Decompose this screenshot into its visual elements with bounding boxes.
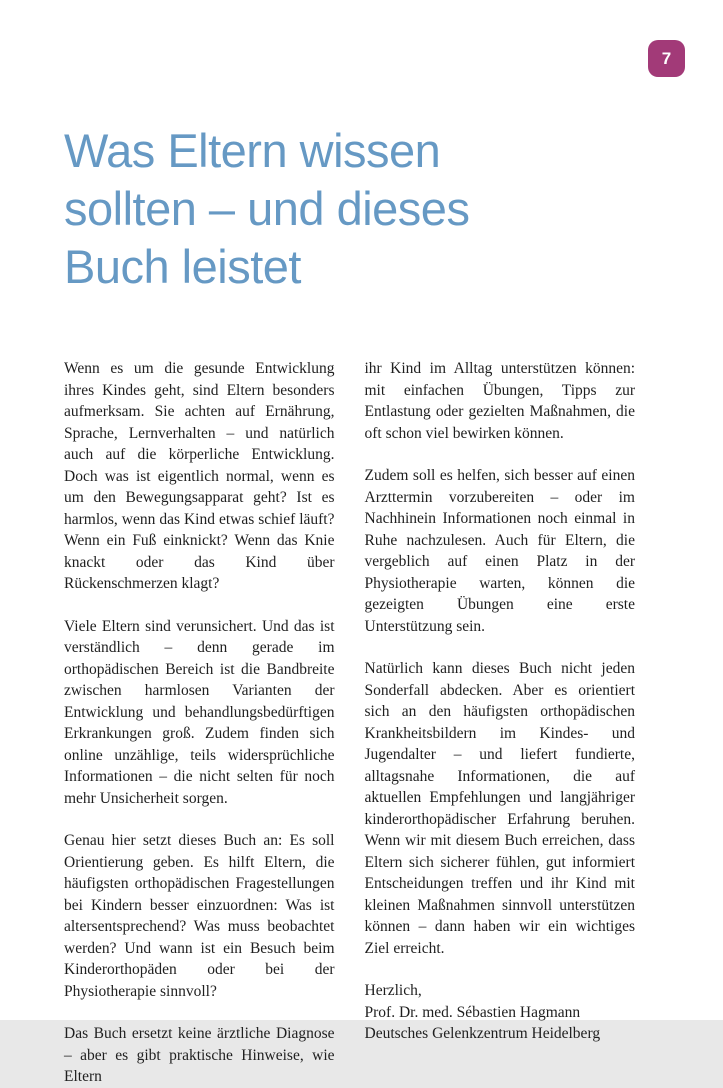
right-column	[365, 358, 636, 1088]
paragraph: Das Buch ersetzt keine ärztliche Diagnose – aber es gibt praktische Hinweise, wie Eltern	[64, 1025, 335, 1085]
page-title-line-1: Was Eltern wissen	[64, 124, 441, 177]
body-columns	[64, 358, 635, 1088]
paragraph: Viele Eltern sind verunsichert. Und das ist verständlich – denn gerade im orthopädischen Bereich ist die Bandbreite zwischen harmlosen Varianten der Entwicklung und behandlungsbedürftigen Erkrankungen groß. Zudem finden sich online unzählige, teils widersprüchliche Informationen – die nicht selten für noch mehr Unsicherheit sorgen.	[64, 617, 335, 807]
signature-author: Prof. Dr. med. Sébastien Hagmann	[364, 1003, 581, 1021]
paragraph: ihr Kind im Alltag unterstützen können: mit einfachen Übungen, Tipps zur Entlastung oder gezielten Maßnahmen, die oft schon viel bewirken können.	[364, 360, 635, 442]
paragraph: Wenn es um die gesunde Entwicklung ihres Kindes geht, sind Eltern besonders aufmerksam. Sie achten auf Ernährung, Sprache, Lernverhalten – und natürlich auch auf die körperliche Entwicklung. Doch was ist eigentlich normal, wenn es um den Bewegungsapparat geht? Ist es harmlos, wenn das Kind etwas schief läuft? Wenn ein Fuß einknickt? Wenn das Knie knackt oder das Kind über Rückenschmerzen klagt?	[64, 360, 335, 592]
signature-institution: Deutsches Gelenkzentrum Heidelberg	[364, 1025, 601, 1042]
page-title-line-2: sollten – und dieses	[64, 182, 470, 235]
signature-greeting: Herzlich,	[364, 982, 422, 999]
page-number-badge: 7	[648, 40, 685, 77]
left-column	[64, 358, 335, 1088]
paragraph: Natürlich kann dieses Buch nicht jeden Sonderfall abdecken. Aber es orientiert sich an den häufigsten orthopädischen Krankheitsbildern im Kindes- und Jugendalter – und liefert fundierte, alltagsnahe Informationen, die auf aktuellen Empfehlungen und langjähriger kinderorthopädischer Erfahrung beruhen. Wenn wir mit diesem Buch erreichen, dass Eltern sich sicherer fühlen, gut informiert Entscheidungen treffen und ihr Kind mit kleinen Maßnahmen sinnvoll unterstützen können – dann haben wir ein wichtiges Ziel erreicht.	[364, 660, 635, 957]
signature-block	[365, 980, 636, 1045]
page-title	[64, 0, 635, 296]
paragraph: Zudem soll es helfen, sich besser auf einen Arzttermin vorzubereiten – oder im Nachhinein Informationen noch einmal in Ruhe nachzulesen. Auch für Eltern, die vergeblich auf einen Platz in der Physiotherapie warten, können die gezeigten Übungen eine erste Unterstützung sein.	[364, 467, 635, 635]
paragraph: Genau hier setzt dieses Buch an: Es soll Orientierung geben. Es hilft Eltern, die häufigsten orthopädischen Fragestellungen bei Kindern besser einzuordnen: Was ist altersentsprechend? Was muss beobachtet werden? Und wann ist ein Besuch beim Kinderorthopäden oder bei der Physiotherapie sinnvoll?	[64, 832, 335, 1000]
page-title-line-3: Buch leistet	[64, 240, 301, 293]
